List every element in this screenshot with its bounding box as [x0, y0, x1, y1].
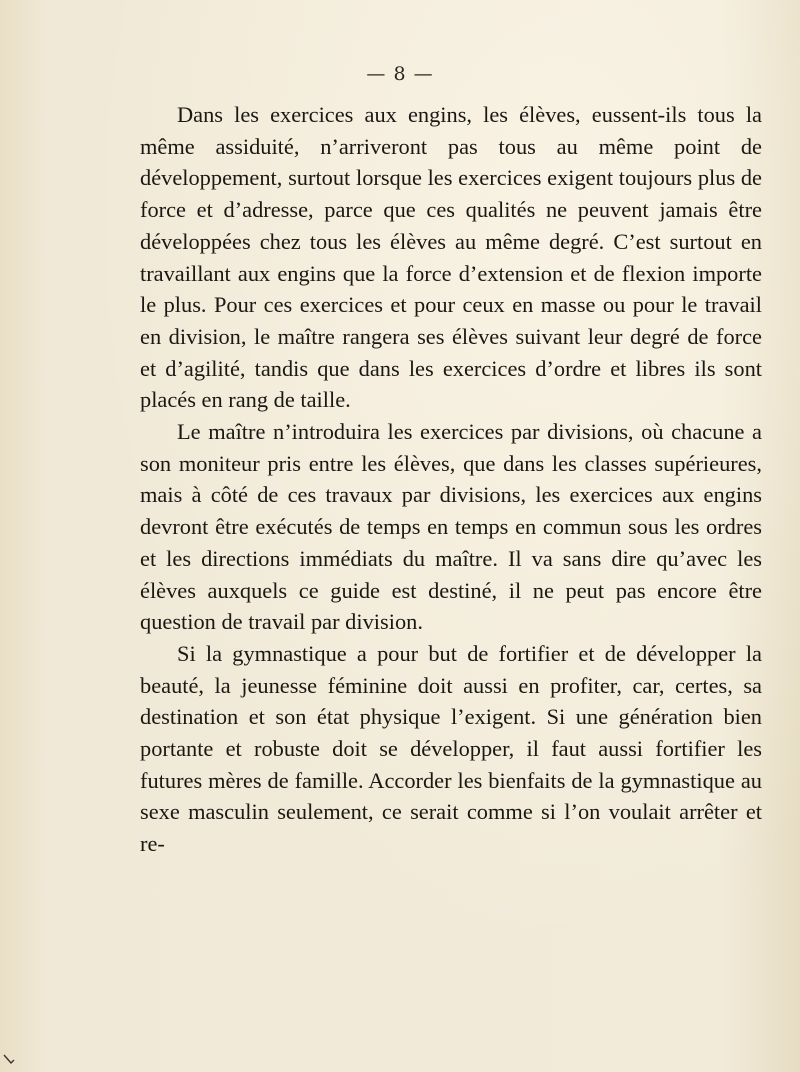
paragraph-3: Si la gymnastique a pour but de fortifier et de développer la beauté, la jeunesse féminine doit aussi en profiter, car, certes, sa destination et son état physique l’exigent. Si une génération bien portante et robuste doit se développer, il faut aussi fortifier les futures mères de famille. Accorder les bienfaits de la gymnastique au sexe masculin seulement, ce serait comme si l’on voulait arrêter et re-: [140, 640, 762, 857]
paragraph-2: Le maître n’introduira les exercices par divisions, où chacune a son moniteur pris entre les élèves, que dans les classes supérieures, mais à côté de ces travaux par divisions, les exercices aux engins devront être exécutés de temps en temps en commun sous les ordres et les directions immédiats du maître. Il va sans dire qu’avec les élèves auxquels ce guide est destiné, il ne peut pas encore être question de travail par division.: [140, 419, 762, 635]
page-corner-mark: [2, 1051, 16, 1070]
corner-tick-icon: [2, 1052, 16, 1066]
page-number: — 8 —: [366, 63, 434, 85]
body-text: [140, 99, 762, 860]
paragraph-1: Dans les exercices aux engins, les élèves, eussent-ils tous la même assiduité, n’arriveront pas tous au même point de développement, surtout lorsque les exercices exigent toujours plus de force et d’adresse, parce que ces qualités ne peuvent jamais être développées chez tous les élèves au même degré. C’est surtout en travaillant aux engins que la force d’extension et de flexion importe le plus. Pour ces exercices et pour ceux en masse ou pour le travail en division, le maître rangera ses élèves suivant leur degré de force et d’agilité, tandis que dans les exercices d’ordre et libres ils sont placés en rang de taille.: [140, 102, 762, 413]
